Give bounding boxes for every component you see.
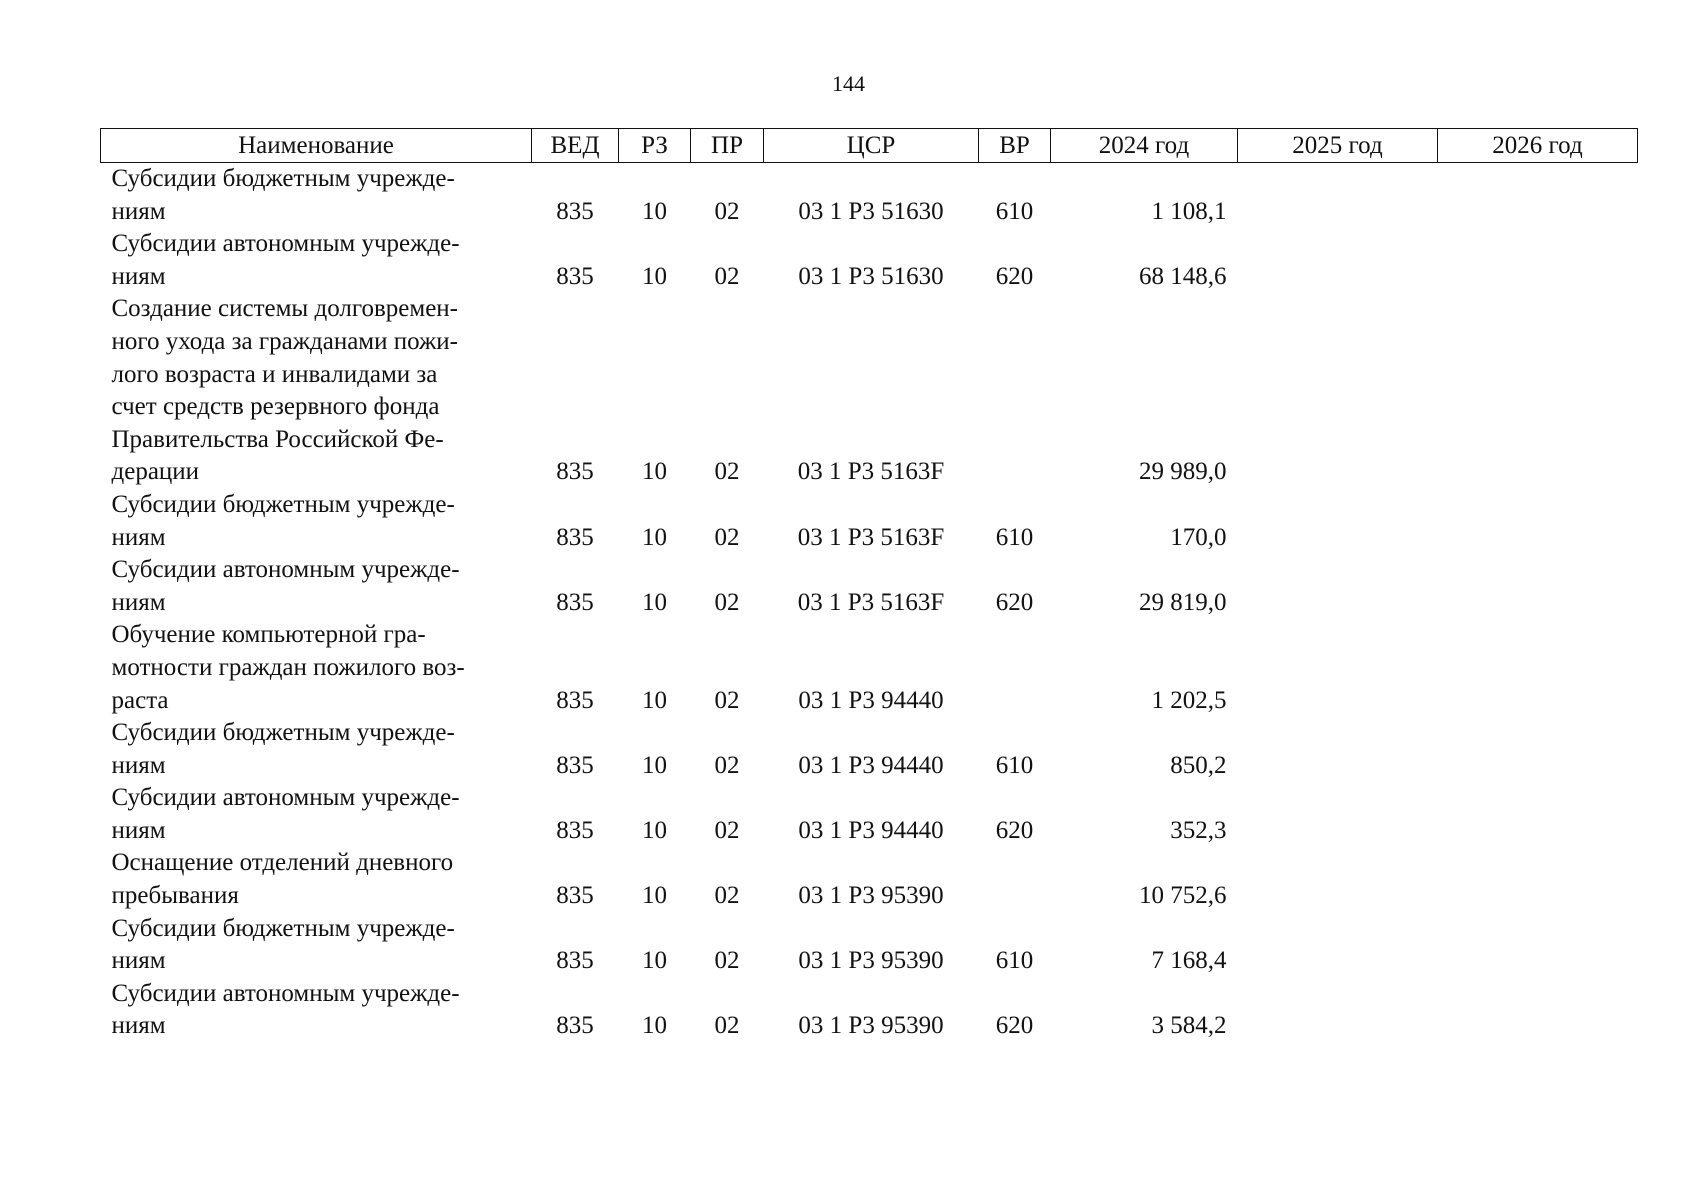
header-rz: РЗ [619, 129, 691, 163]
cell-rz: 10 [642, 523, 667, 551]
cell-2026 [1438, 293, 1638, 489]
cell-csr: 03 1 Р3 95390 [798, 882, 944, 910]
cell-ved: 835 [556, 262, 594, 290]
table-row [101, 978, 1638, 1043]
table-body [101, 163, 1638, 1044]
table-row [101, 619, 1638, 717]
cell-name [101, 554, 532, 619]
cell-name-line: Обучение компьютерной гра- [111, 621, 426, 649]
cell-ved: 835 [556, 1012, 594, 1040]
cell-name-line: Субсидии бюджетным учрежде- [111, 719, 455, 747]
cell-name [101, 619, 532, 717]
cell-name-line: пребывания [111, 882, 239, 910]
cell-2026 [1438, 619, 1638, 717]
cell-2026 [1438, 782, 1638, 847]
cell-pr: 02 [714, 816, 740, 844]
cell-rz: 10 [642, 751, 667, 779]
table-row [101, 847, 1638, 912]
cell-2026 [1438, 554, 1638, 619]
table-row [101, 554, 1638, 619]
cell-csr: 03 1 Р3 5163F [797, 588, 945, 616]
cell-name-line: дерации [111, 458, 200, 486]
header-csr: ЦСР [764, 129, 979, 163]
cell-name-line: Оснащение отделений дневного [111, 849, 454, 877]
cell-pr: 02 [714, 751, 740, 779]
cell-vr [979, 847, 1051, 912]
cell-name-line: ниям [111, 751, 166, 779]
cell-ved: 835 [556, 197, 594, 225]
cell-rz: 10 [642, 1012, 667, 1040]
cell-2025 [1238, 847, 1438, 912]
table-row [101, 782, 1638, 847]
cell-name-line: Субсидии бюджетным учрежде- [111, 165, 455, 192]
cell-vr: 610 [995, 197, 1034, 225]
cell-2024: 352,3 [1170, 816, 1227, 844]
cell-csr: 03 1 Р3 5163F [797, 523, 945, 551]
table-row [101, 293, 1638, 489]
cell-pr: 02 [714, 947, 740, 975]
cell-2024: 29 819,0 [1139, 588, 1227, 616]
cell-rz: 10 [642, 197, 667, 225]
cell-csr: 03 1 Р3 95390 [798, 1012, 944, 1040]
cell-rz: 10 [642, 588, 667, 616]
cell-vr: 610 [995, 523, 1034, 551]
cell-ved: 835 [556, 816, 594, 844]
cell-2026 [1438, 228, 1638, 293]
cell-name-line: ного ухода за гражданами пожи- [111, 327, 458, 355]
header-2026: 2026 год [1438, 129, 1638, 163]
budget-table [100, 128, 1638, 1043]
cell-pr: 02 [714, 458, 740, 486]
cell-name-line: ниям [111, 1012, 166, 1040]
cell-pr: 02 [714, 686, 740, 714]
cell-vr [979, 293, 1051, 489]
cell-2026 [1438, 717, 1638, 782]
cell-name-line: ниям [111, 262, 166, 290]
table-row [101, 163, 1638, 229]
cell-name [101, 163, 532, 229]
cell-name [101, 978, 532, 1043]
cell-vr: 620 [995, 816, 1034, 844]
cell-csr: 03 1 Р3 94440 [798, 816, 944, 844]
table-row [101, 717, 1638, 782]
cell-pr: 02 [714, 1012, 740, 1040]
table-row [101, 913, 1638, 978]
cell-ved: 835 [556, 588, 594, 616]
cell-2025 [1238, 619, 1438, 717]
cell-name-line: Субсидии автономным учрежде- [111, 979, 460, 1007]
cell-2026 [1438, 163, 1638, 229]
cell-2026 [1438, 489, 1638, 554]
cell-2026 [1438, 847, 1638, 912]
cell-name [101, 717, 532, 782]
cell-csr: 03 1 Р3 95390 [798, 947, 944, 975]
cell-vr: 620 [995, 588, 1034, 616]
cell-2024: 1 202,5 [1151, 686, 1227, 714]
cell-rz: 10 [642, 882, 667, 910]
cell-name [101, 847, 532, 912]
table-row [101, 489, 1638, 554]
cell-name-line: Правительства Российской Фе- [111, 425, 444, 453]
cell-2025 [1238, 228, 1438, 293]
cell-pr: 02 [714, 262, 740, 290]
cell-ved: 835 [556, 947, 594, 975]
cell-vr: 610 [995, 751, 1034, 779]
cell-name-line: Субсидии автономным учрежде- [111, 230, 460, 258]
cell-name-line: Субсидии бюджетным учрежде- [111, 490, 455, 518]
cell-name [101, 782, 532, 847]
cell-csr: 03 1 Р3 94440 [798, 751, 944, 779]
cell-2024: 68 148,6 [1139, 262, 1227, 290]
cell-2026 [1438, 978, 1638, 1043]
cell-ved: 835 [556, 458, 594, 486]
cell-name-line: Субсидии автономным учрежде- [111, 556, 460, 584]
cell-name-line: ниям [111, 588, 166, 616]
cell-name-line: Субсидии автономным учрежде- [111, 784, 460, 812]
cell-vr [979, 619, 1051, 717]
cell-2024: 7 168,4 [1151, 947, 1227, 975]
cell-csr: 03 1 Р3 51630 [798, 262, 944, 290]
header-ved: ВЕД [532, 129, 619, 163]
cell-name-line: ниям [111, 947, 166, 975]
table-row [101, 228, 1638, 293]
table-header [101, 129, 1638, 163]
cell-name [101, 293, 532, 489]
cell-csr: 03 1 Р3 94440 [798, 686, 944, 714]
cell-name-line: ниям [111, 197, 166, 225]
cell-rz: 10 [642, 686, 667, 714]
header-2024: 2024 год [1051, 129, 1238, 163]
cell-name-line: мотности граждан пожилого воз- [111, 653, 465, 681]
cell-rz: 10 [642, 816, 667, 844]
cell-2025 [1238, 978, 1438, 1043]
cell-ved: 835 [556, 751, 594, 779]
cell-2025 [1238, 717, 1438, 782]
cell-rz: 10 [642, 458, 667, 486]
cell-csr: 03 1 Р3 5163F [797, 458, 945, 486]
cell-pr: 02 [714, 588, 740, 616]
cell-pr: 02 [714, 523, 740, 551]
cell-ved: 835 [556, 882, 594, 910]
cell-rz: 10 [642, 262, 667, 290]
cell-name-line: счет средств резервного фонда [111, 393, 440, 421]
header-row [101, 129, 1638, 163]
cell-2024: 170,0 [1170, 523, 1227, 551]
header-2025: 2025 год [1238, 129, 1438, 163]
page-number: 144 [832, 71, 865, 96]
cell-name [101, 228, 532, 293]
cell-2025 [1238, 913, 1438, 978]
cell-pr: 02 [714, 882, 740, 910]
cell-2025 [1238, 782, 1438, 847]
cell-2024: 1 108,1 [1151, 197, 1227, 225]
cell-vr: 620 [995, 1012, 1034, 1040]
cell-2025 [1238, 554, 1438, 619]
header-name: Наименование [101, 129, 532, 163]
cell-2024: 3 584,2 [1151, 1012, 1227, 1040]
cell-csr: 03 1 Р3 51630 [798, 197, 944, 225]
cell-2025 [1238, 293, 1438, 489]
cell-rz: 10 [642, 947, 667, 975]
cell-name-line: раста [111, 686, 169, 714]
cell-name [101, 489, 532, 554]
cell-2024: 850,2 [1170, 751, 1227, 779]
header-vr: ВР [979, 129, 1051, 163]
cell-2024: 10 752,6 [1139, 882, 1227, 910]
cell-ved: 835 [556, 523, 594, 551]
cell-name-line: Создание системы долговремен- [111, 295, 458, 323]
cell-2026 [1438, 913, 1638, 978]
cell-vr: 610 [995, 947, 1034, 975]
cell-pr: 02 [714, 197, 740, 225]
cell-2024: 29 989,0 [1139, 458, 1227, 486]
cell-name-line: Субсидии бюджетным учрежде- [111, 914, 455, 942]
cell-ved: 835 [556, 686, 594, 714]
cell-name-line: ниям [111, 523, 166, 551]
cell-name-line: ниям [111, 816, 166, 844]
cell-name-line: лого возраста и инвалидами за [111, 360, 438, 388]
cell-2025 [1238, 489, 1438, 554]
header-pr: ПР [691, 129, 764, 163]
cell-2025 [1238, 163, 1438, 229]
cell-vr: 620 [995, 262, 1034, 290]
cell-name [101, 913, 532, 978]
